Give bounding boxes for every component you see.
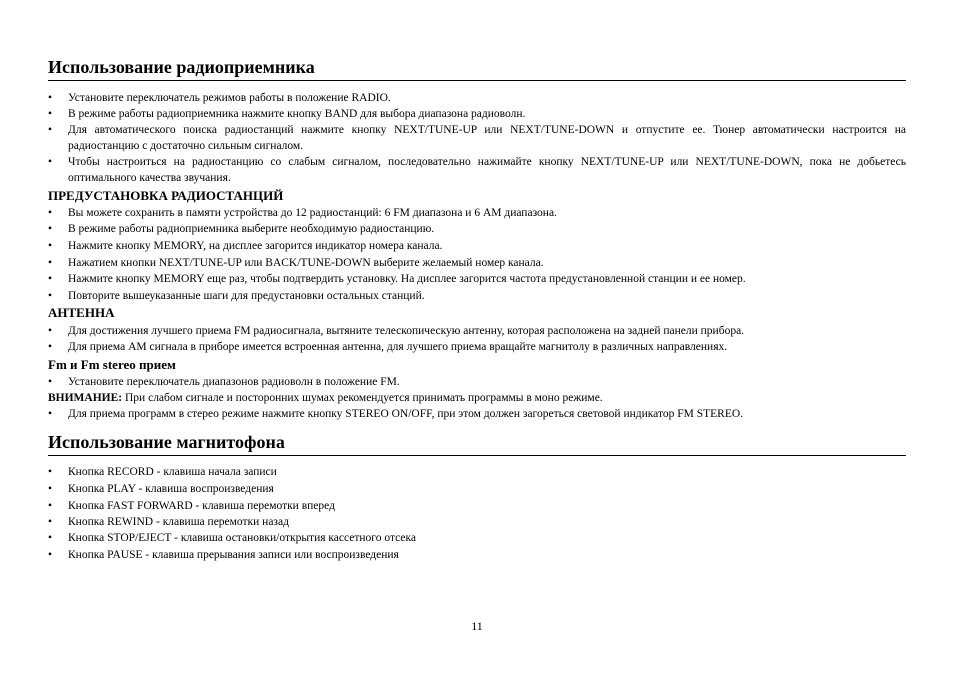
bullet-icon: • — [48, 325, 53, 337]
bullet-icon: • — [48, 156, 53, 168]
bullet-icon: • — [48, 549, 53, 561]
list-item-text: Установите переключатель режимов работы в положение RADIO. — [68, 92, 391, 104]
bullet-icon: • — [48, 466, 53, 478]
heading-rule — [48, 455, 906, 456]
list-item-text: Чтобы настроиться на радиостанцию со слабым сигналом, последовательно нажимайте кнопку NEXT/TUNE-UP или NEXT/TUNE-DOWN, пока не добьетесь оптимального качества звучания. — [68, 156, 906, 184]
list-item — [48, 271, 906, 287]
heading-rule — [48, 80, 906, 81]
list-item — [48, 514, 906, 530]
bullet-icon: • — [48, 376, 53, 388]
list-item — [48, 122, 906, 154]
subheading-antenna: АНТЕННА — [48, 305, 115, 320]
list-item-text: Нажатием кнопки NEXT/TUNE-UP или BACK/TUNE-DOWN выберите желаемый номер канала. — [68, 257, 544, 269]
list-item-text: Кнопка FAST FORWARD - клавиша перемотки вперед — [68, 500, 335, 512]
list-item-text: В режиме работы радиоприемника нажмите кнопку BAND для выбора диапазона радиоволн. — [68, 108, 526, 120]
bullet-icon: • — [48, 273, 53, 285]
list-item — [48, 339, 906, 355]
bullet-icon: • — [48, 532, 53, 544]
list-item — [48, 406, 906, 422]
list-item — [48, 374, 906, 390]
list-item-text: Для приема AM сигнала в приборе имеется встроенная антенна, для лучшего приема вращайте магнитолу в различных направлениях. — [68, 341, 728, 353]
list-item-text: В режиме работы радиоприемника выберите необходимую радиостанцию. — [68, 223, 435, 235]
bullet-icon: • — [48, 124, 53, 136]
list-item — [48, 221, 906, 237]
warning-text: При слабом сигнале и посторонних шумах рекомендуется принимать программы в моно режиме. — [122, 392, 603, 404]
list-item-text: Кнопка RECORD - клавиша начала записи — [68, 466, 277, 478]
list-item-text: Нажмите кнопку MEMORY еще раз, чтобы подтвердить установку. На дисплее загорится частота предустановленной станции и ее номер. — [68, 273, 746, 285]
warning-label: ВНИМАНИЕ: — [48, 392, 123, 404]
list-item — [48, 238, 906, 254]
bullet-icon: • — [48, 290, 53, 302]
section-title-tape: Использование магнитофона — [48, 432, 285, 452]
list-item-text: Для автоматического поиска радиостанций нажмите кнопку NEXT/TUNE-UP или NEXT/TUNE-DOWN и отпустите ее. Тюнер автоматически настроится на радиостанцию с достаточно сильным сигналом. — [68, 124, 906, 152]
list-item-text: Кнопка STOP/EJECT - клавиша остановки/открытия кассетного отсека — [68, 532, 416, 544]
list-item — [48, 547, 906, 563]
list-item-text: Кнопка REWIND - клавиша перемотки назад — [68, 516, 289, 528]
list-item-text: Кнопка PLAY - клавиша воспроизведения — [68, 483, 274, 495]
list-item-text: Нажмите кнопку MEMORY, на дисплее загорится индикатор номера канала. — [68, 240, 443, 252]
list-item-text: Вы можете сохранить в памяти устройства до 12 радиостанций: 6 FM диапазона и 6 AM диапазона. — [68, 207, 557, 219]
bullet-icon: • — [48, 408, 53, 420]
list-item — [48, 530, 906, 546]
list-item — [48, 288, 906, 304]
list-item — [48, 498, 906, 514]
list-item-text: Кнопка PAUSE - клавиша прерывания записи или воспроизведения — [68, 549, 399, 561]
list-item — [48, 90, 906, 106]
bullet-icon: • — [48, 240, 53, 252]
list-item-text: Для достижения лучшего приема FM радиосигнала, вытяните телескопическую антенну, которая расположена на задней панели прибора. — [68, 325, 745, 337]
section-title-radio: Использование радиоприемника — [48, 57, 315, 77]
page-number: 11 — [471, 619, 483, 633]
bullet-icon: • — [48, 500, 53, 512]
bullet-icon: • — [48, 207, 53, 219]
list-item — [48, 323, 906, 339]
bullet-icon: • — [48, 516, 53, 528]
list-item-text: Установите переключатель диапазонов радиоволн в положение FM. — [68, 376, 400, 388]
list-item-text: Повторите вышеуказанные шаги для предустановки остальных станций. — [68, 290, 425, 302]
bullet-icon: • — [48, 341, 53, 353]
list-item — [48, 255, 906, 271]
bullet-icon: • — [48, 223, 53, 235]
bullet-icon: • — [48, 257, 53, 269]
list-item — [48, 154, 906, 186]
warning-note — [48, 390, 603, 406]
bullet-icon: • — [48, 92, 53, 104]
subheading-fm-stereo: Fm и Fm stereo прием — [48, 357, 176, 372]
list-item — [48, 464, 906, 480]
bullet-icon: • — [48, 483, 53, 495]
subheading-preset: ПРЕДУСТАНОВКА РАДИОСТАНЦИЙ — [48, 188, 284, 203]
list-item — [48, 106, 906, 122]
list-item — [48, 205, 906, 221]
bullet-icon: • — [48, 108, 53, 120]
list-item — [48, 481, 906, 497]
list-item-text: Для приема программ в стерео режиме нажмите кнопку STEREO ON/OFF, при этом должен загореться световой индикатор FM STEREO. — [68, 408, 744, 420]
